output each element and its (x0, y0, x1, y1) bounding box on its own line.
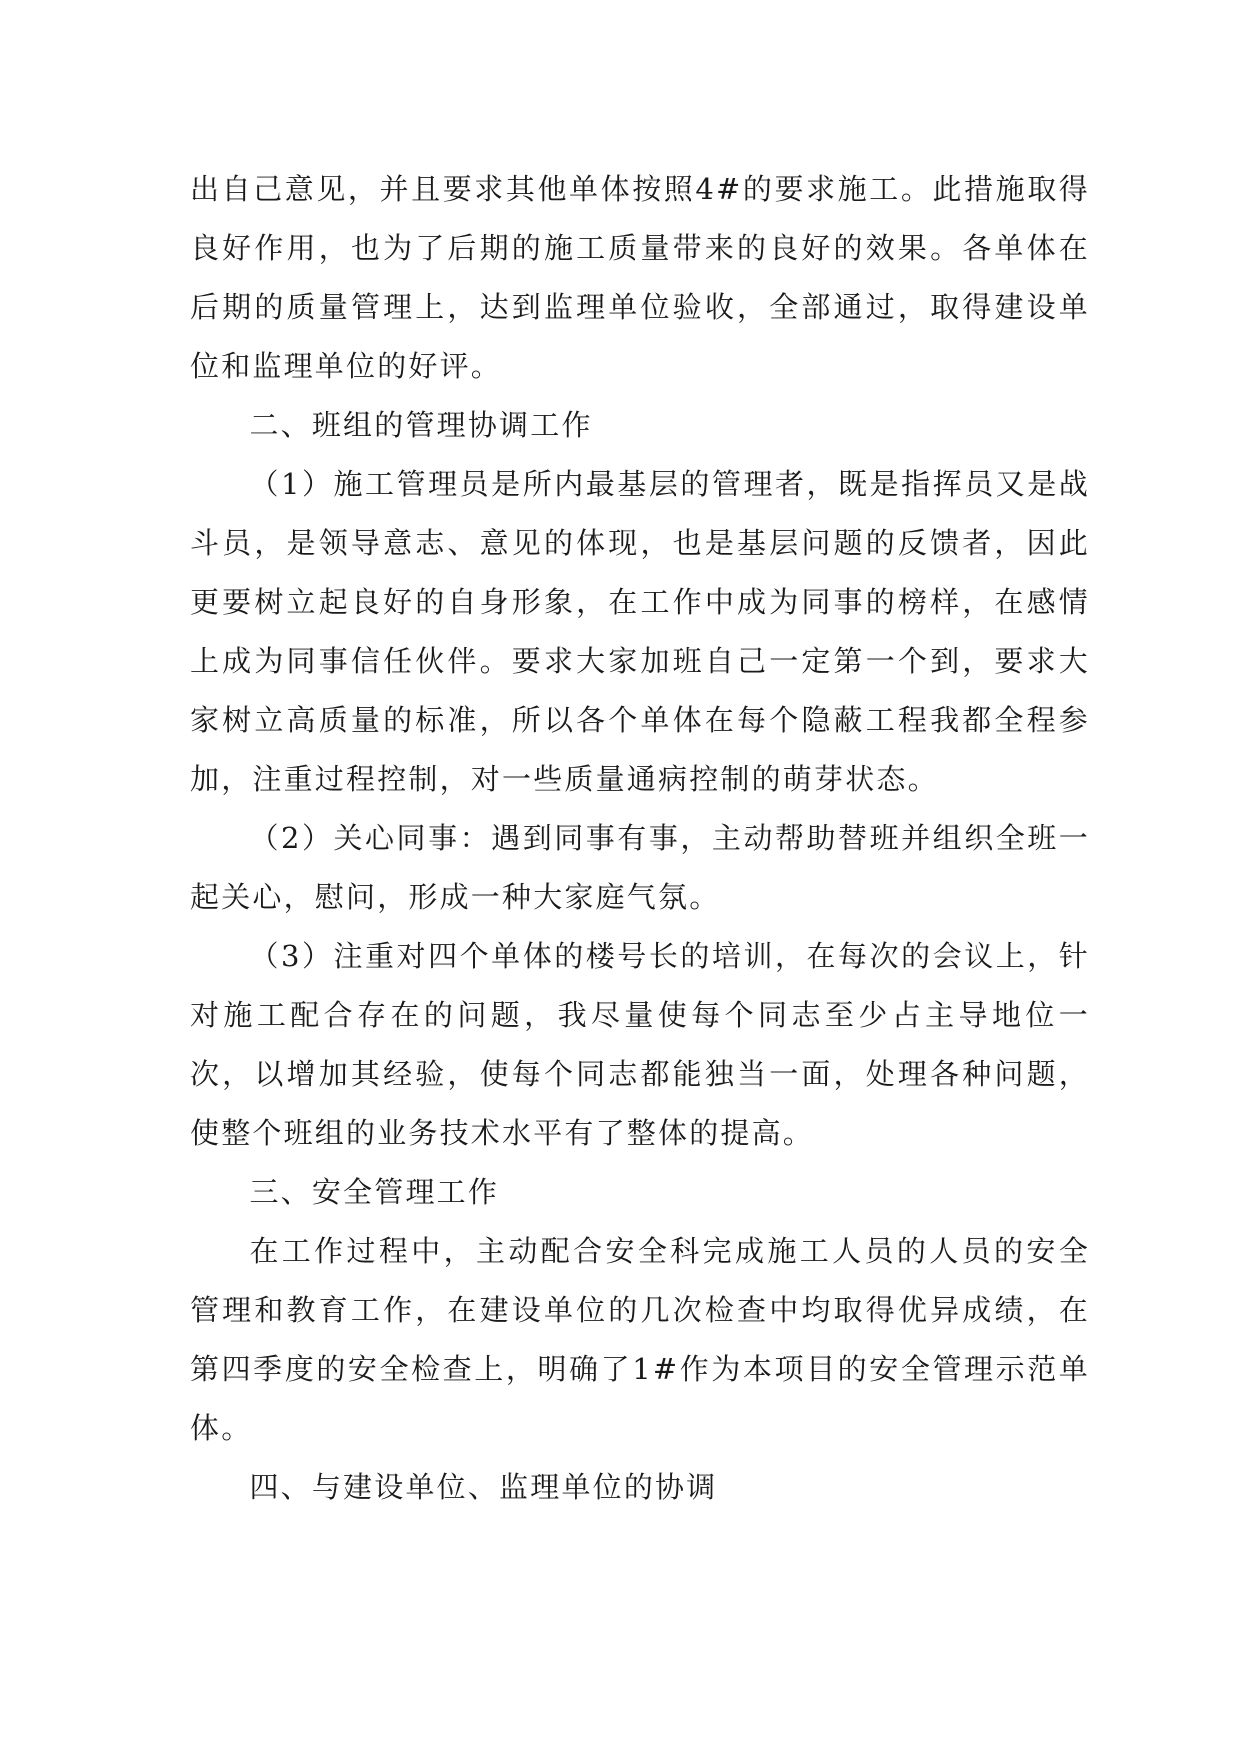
heading-coordination: 四、与建设单位、监理单位的协调 (249, 1470, 718, 1504)
paragraph-item-1: （1）施工管理员是所内最基层的管理者，既是指挥员又是战斗员，是领导意志、意见的体现，也是基层问题的反馈者，因此更要树立起良好的自身形象，在工作中成为同事的榜样，在感情上成为同事信任伙伴。要求大家加班自己一定第一个到，要求大家树立高质量的标准，所以各个单体在每个隐蔽工程我都全程参加，注重过程控制，对一些质量通病控制的萌芽状态。 (190, 467, 1090, 796)
document-body (190, 160, 1090, 1517)
paragraph-quality-continuation: 出自己意见，并且要求其他单体按照4#的要求施工。此措施取得良好作用，也为了后期的施工质量带来的良好的效果。各单体在后期的质量管理上，达到监理单位验收，全部通过，取得建设单位和监理单位的好评。 (190, 172, 1090, 383)
paragraph-safety: 在工作过程中，主动配合安全科完成施工人员的人员的安全管理和教育工作，在建设单位的几次检查中均取得优异成绩，在第四季度的安全检查上，明确了1#作为本项目的安全管理示范单体。 (190, 1234, 1090, 1445)
paragraph-item-3: （3）注重对四个单体的楼号长的培训，在每次的会议上，针对施工配合存在的问题，我尽量使每个同志至少占主导地位一次，以增加其经验，使每个同志都能独当一面，处理各种问题，使整个班组的业务技术水平有了整体的提高。 (190, 939, 1090, 1150)
heading-team-management: 二、班组的管理协调工作 (249, 408, 593, 442)
heading-safety-management: 三、安全管理工作 (249, 1175, 500, 1209)
paragraph-item-2: （2）关心同事：遇到同事有事，主动帮助替班并组织全班一起关心，慰问，形成一种大家庭气氛。 (190, 821, 1090, 914)
